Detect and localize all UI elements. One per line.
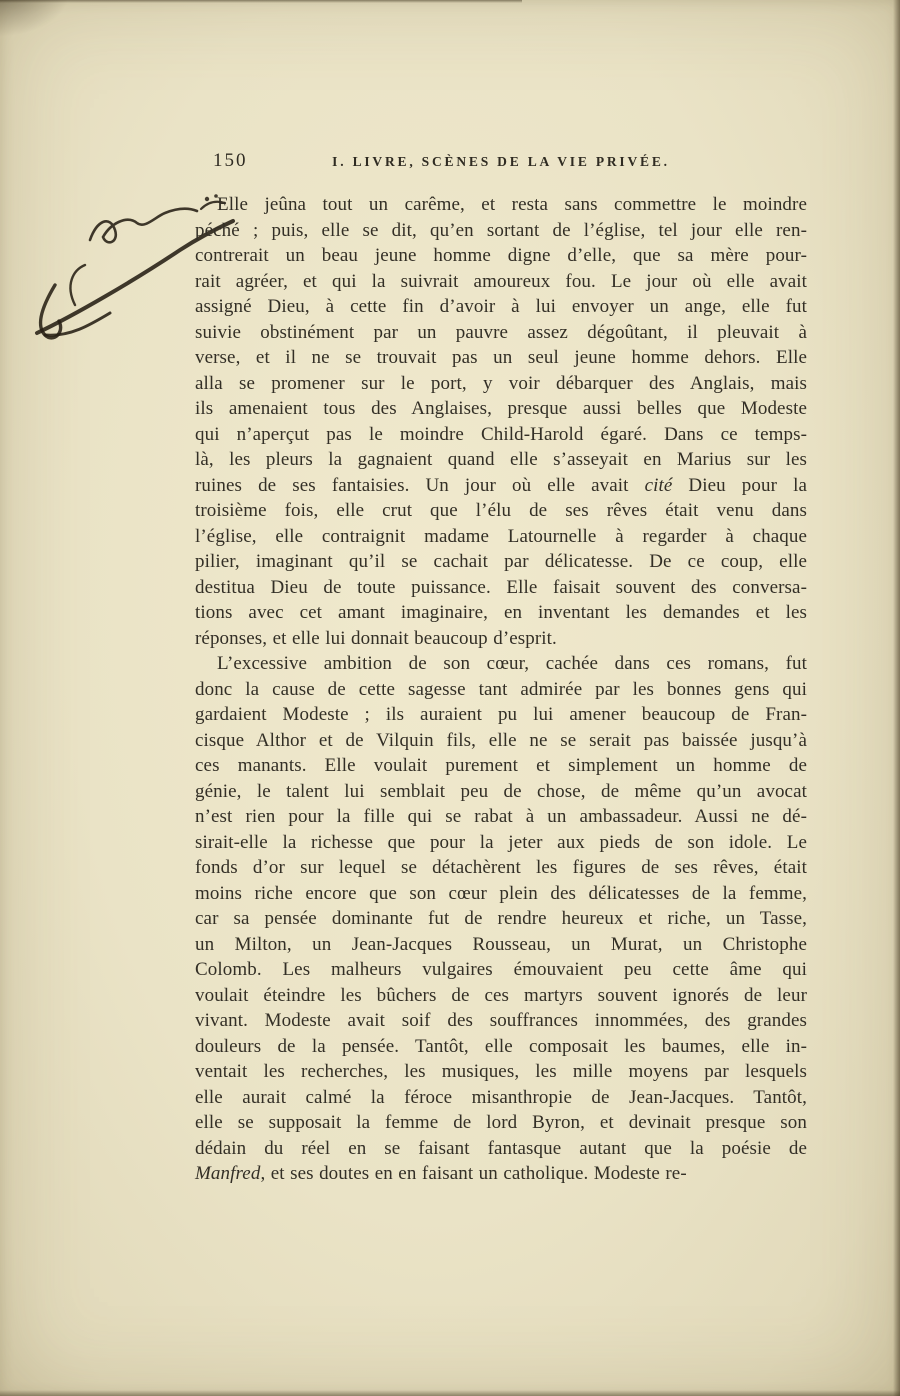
scan-corner-smudge [0,0,70,37]
text-line: Elle jeûna tout un carême, et resta sans commettre le moindre [217,194,807,215]
text-line: péché ; puis, elle se dit, qu’en sortant de l’église, tel jour elle ren- [195,219,807,241]
text-line: ils amenaient tous des Anglaises, presque aussi belles que Modeste [195,398,807,419]
page-header [195,150,807,176]
text-line: fonds d’or sur lequel se détachèrent les figures de ses rêves, était [195,857,807,878]
text-line: elle aurait calmé la féroce misanthropie de Jean-Jacques. Tantôt, [195,1086,807,1108]
text-line: cisque Althor et de Vilquin fils, elle ne se serait pas baissée jusqu’à [195,729,807,751]
text-line: alla se promener sur le port, y voir débarquer des Anglais, mais [195,372,807,394]
text-line: pilier, imaginant qu’il se cachait par délicatesse. De ce coup, elle [195,551,807,572]
text-line: destitua Dieu de toute puissance. Elle faisait souvent des conversa- [195,576,807,598]
paragraph [195,192,807,651]
running-header: I. LIVRE, SCÈNES DE LA VIE PRIVÉE. [332,154,670,169]
text-line: gardaient Modeste ; ils auraient pu lui amener beaucoup de Fran- [195,704,807,725]
text-line: sirait-elle la richesse que pour la jeter aux pieds de son idole. Le [195,831,807,853]
page-number: 150 [213,150,248,171]
text-line: car sa pensée dominante fut de rendre heureux et riche, un Tasse, [195,908,807,929]
text-line: vivant. Modeste avait soif des souffrances innommées, des grandes [195,1010,807,1031]
text-line: ruines de ses fantaisies. Un jour où elle avait cité Dieu pour la [195,474,807,496]
text-line: ventait les recherches, les musiques, les mille moyens par lesquels [195,1061,807,1082]
scan-edge-shadow-bottom [0,1390,900,1396]
text-line: donc la cause de cette sagesse tant admirée par les bonnes gens qui [195,678,807,700]
text-line: l’église, elle contraignit madame Latournelle à regarder à chaque [195,525,807,547]
scan-edge-shadow-top [0,0,522,3]
text-line: Colomb. Les malheurs vulgaires émouvaient peu cette âme qui [195,959,807,980]
text-line: réponses, et elle lui donnait beaucoup d’esprit. [195,627,557,649]
text-line: moins riche encore que son cœur plein des délicatesses de la femme, [195,882,807,904]
text-line: qui n’aperçut pas le moindre Child-Harold égaré. Dans ce temps- [195,423,807,445]
text-line: voulait éteindre les bûchers de ces martyrs souvent ignorés de leur [195,984,807,1006]
paragraph [195,651,807,1187]
scan-edge-shadow-right [893,0,900,1396]
text-line: Manfred, et ses doutes en en faisant un catholique. Modeste re- [195,1163,687,1184]
text-line: là, les pleurs la gagnaient quand elle s’asseyait en Marius sur les [195,449,807,470]
text-line: verse, et il ne se trouvait pas un seul jeune homme dehors. Elle [195,347,807,368]
text-line: douleurs de la pensée. Tantôt, elle composait les baumes, elle in- [195,1035,807,1057]
text-line: n’est rien pour la fille qui se rabat à un ambassadeur. Aussi ne dé- [195,806,807,827]
text-block [195,192,807,1187]
text-line: un Milton, un Jean-Jacques Rousseau, un Murat, un Christophe [195,933,807,955]
text-line: rait agréer, et qui la suivrait amoureux fou. Le jour où elle avait [195,270,807,292]
text-line: assigné Dieu, à cette fin d’avoir à lui envoyer un ange, elle fut [195,296,807,317]
text-line: elle se supposait la femme de lord Byron, et devinait presque son [195,1112,807,1133]
text-line: tions avec cet amant imaginaire, en inventant les demandes et les [195,602,807,623]
text-line: L’excessive ambition de son cœur, cachée dans ces romans, fut [217,653,807,674]
text-line: ces manants. Elle voulait purement et simplement un homme de [195,755,807,776]
text-line: dédain du réel en se faisant fantasque autant que la poésie de [195,1137,807,1159]
text-line: contrerait un beau jeune homme digne d’elle, que sa mère pour- [195,245,807,266]
text-line: troisième fois, elle crut que l’élu de ses rêves était venu dans [195,500,807,521]
text-line: suivie obstinément par un pauvre assez dégoûtant, il pleuvait à [195,321,807,343]
text-line: génie, le talent lui semblait peu de chose, de même qu’un avocat [195,780,807,802]
